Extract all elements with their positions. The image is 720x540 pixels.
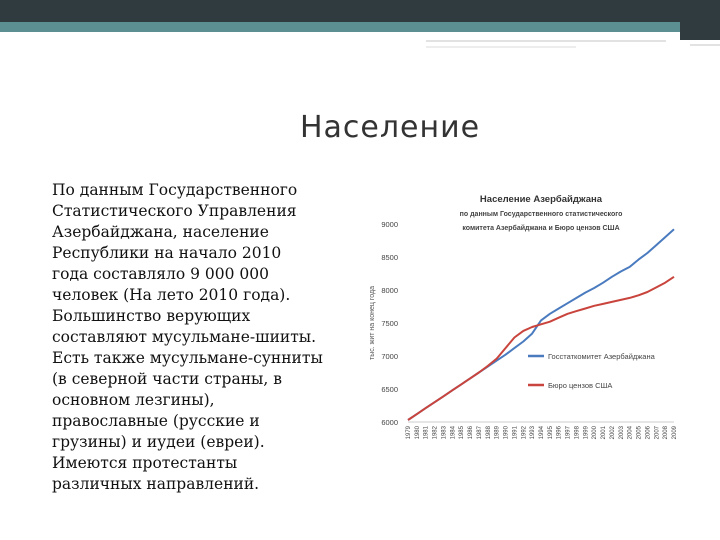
top-band-accent [0,22,720,32]
x-tick-label: 1983 [441,426,448,440]
y-axis-label: тыс. жит на конец года [369,286,376,360]
x-tick-label: 1985 [459,426,466,440]
x-tick-label: 2008 [663,426,670,440]
x-tick-label: 1997 [565,426,572,440]
chart-title: Население Азербайджана [479,194,603,205]
slide-body-text: По данным Государственного Статистического Управления Азербайджана, население Республики на начало 2010 года составляло 9 000 000 человек (На лето 2010 года). Большинство верующих составляют мусульмане-шииты. Есть также мусульмане-сунниты (в северной части страны, в основном лезгины), православные (русские и грузины) и иудеи (евреи). Имеются протестанты различных направлений. [52,181,323,493]
x-tick-label: 1989 [494,426,501,440]
x-tick-label: 2006 [645,426,652,440]
y-tick-label: 6000 [381,418,398,427]
x-tick-label: 1993 [530,426,537,440]
chart-subtitle: комитета Азербайджана и Бюро цензов США [462,225,620,232]
x-tick-label: 1996 [556,426,563,440]
x-tick-label: 1986 [468,426,475,440]
x-tick-label: 1981 [423,426,430,440]
y-tick-label: 6500 [381,385,398,394]
x-tick-label: 1988 [485,426,492,440]
series-line [408,277,674,420]
x-tick-label: 1992 [521,426,528,440]
y-tick-label: 8000 [381,286,398,295]
x-tick-label: 1980 [414,426,421,440]
x-tick-label: 1994 [539,426,545,440]
x-tick-label: 2009 [672,426,678,440]
deco-line [426,46,576,48]
x-tick-label: 2004 [627,426,634,440]
deco-line [690,44,720,46]
x-tick-label: 2003 [618,426,625,440]
x-tick-label: 1990 [503,426,510,440]
top-band [0,0,720,22]
deco-line [426,40,666,42]
legend-label: Бюро цензов США [548,381,613,390]
x-tick-label: 1991 [512,426,519,440]
legend-label: Госстаткомитет Азербайджана [548,352,655,361]
chart-subtitle: по данным Государственного статистического [459,211,623,218]
y-tick-label: 9000 [381,220,398,229]
y-tick-label: 8500 [381,253,398,262]
x-tick-label: 2007 [654,426,661,440]
y-tick-label: 7000 [381,352,398,361]
top-band-corner [680,0,720,40]
x-tick-label: 2000 [592,426,599,440]
x-tick-label: 2002 [609,426,616,440]
x-tick-label: 1999 [583,426,590,440]
x-tick-label: 1995 [547,426,554,440]
x-tick-label: 1984 [450,426,457,440]
y-tick-label: 7500 [381,319,398,328]
x-tick-label: 1998 [574,426,581,440]
x-tick-label: 1987 [476,426,483,440]
slide-title: Население [299,110,481,145]
x-tick-label: 2001 [601,426,608,440]
x-tick-label: 2005 [636,426,643,440]
x-tick-label: 1979 [406,426,412,440]
population-chart [366,188,680,456]
x-tick-label: 1982 [432,426,439,440]
